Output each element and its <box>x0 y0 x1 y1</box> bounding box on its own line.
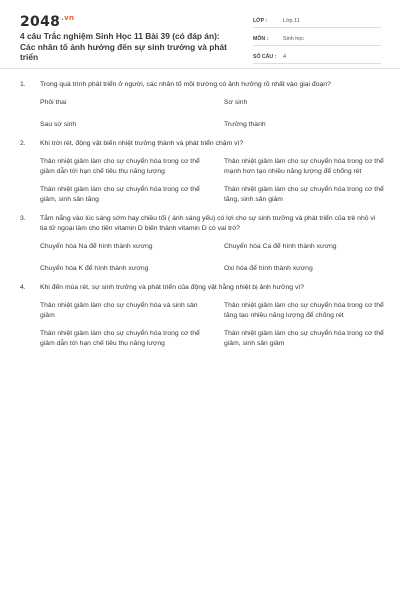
answer-option[interactable]: Thân nhiệt giảm làm cho sự chuyển hóa trong cơ thể tăng, sinh sản giảm <box>224 186 384 203</box>
document-title: 4 câu Trắc nghiệm Sinh Học 11 Bài 39 (có đáp án): Các nhân tố ảnh hưởng đến sự sinh trưởng và phát triển <box>20 31 227 62</box>
answer-option[interactable]: Thân nhiệt giảm làm cho sự chuyển hóa trong cơ thể giảm, sinh sản giảm <box>224 330 384 347</box>
page-header <box>0 0 400 69</box>
question-number: 4. <box>20 284 26 291</box>
answer-option[interactable]: Oxi hóa để hình thành xương <box>224 265 313 272</box>
answer-option[interactable]: Chuyển hóa Na để hình thành xương <box>40 243 153 250</box>
meta-value: Lớp 11 <box>283 17 300 24</box>
question-text: Khi đến mùa rét, sự sinh trưởng và phát triển của động vật hằng nhiệt bị ảnh hưởng vì? <box>40 284 305 291</box>
answer-option[interactable]: Chuyển hóa K để hình thành xương <box>40 265 149 272</box>
site-logo[interactable] <box>20 14 74 30</box>
question-number: 2. <box>20 140 26 147</box>
answer-option[interactable]: Thân nhiệt giảm làm cho sự chuyển hóa trong cơ thể mạnh hơn tạo nhiều năng lượng để chống rét <box>224 158 384 175</box>
question-text: Khi trời rét, động vật biến nhiệt trưởng thành và phát triển chậm vì? <box>40 140 244 147</box>
meta-subject <box>253 32 381 46</box>
meta-value: Sinh học <box>283 35 304 42</box>
question-number: 3. <box>20 215 26 222</box>
question-3 <box>20 214 380 274</box>
question-2 <box>20 139 384 205</box>
meta-question-count <box>253 50 381 64</box>
meta-value: 4 <box>283 53 286 60</box>
question-list <box>20 80 384 358</box>
question-1 <box>20 80 380 130</box>
answer-option[interactable]: Chuyển hóa Ca để hình thành xương <box>224 243 337 250</box>
meta-class <box>253 14 381 28</box>
question-text: Tắm nắng vào lúc sáng sớm hay chiều tối ( ánh sáng yếu) có lợi cho sự sinh trưởng và phát triển của trẻ nhỏ vì tia tử ngoại làm cho tiền vitamin D biến thành vitamin D có vai trò? <box>40 215 376 232</box>
answer-option[interactable]: Thân nhiệt giảm làm cho sự chuyển hóa trong cơ thể giảm, sinh sản tăng <box>40 186 200 203</box>
answer-option[interactable]: Sau sơ sinh <box>40 121 77 128</box>
logo-tld: .vn <box>61 14 75 23</box>
answer-option[interactable]: Thân nhiệt giảm làm cho sự chuyển hóa trong cơ thể tăng tạo nhiều năng lượng để chống rét <box>224 302 384 319</box>
answer-option[interactable]: Phôi thai <box>40 99 67 106</box>
document-meta <box>253 14 381 68</box>
question-text: Trong quá trình phát triển ở người, các nhân tố môi trường có ảnh hưởng rõ nhất vào giai đoạn? <box>40 81 331 88</box>
answer-option[interactable]: Trưởng thành <box>224 121 266 128</box>
logo-text: 2048 <box>20 14 61 30</box>
answer-option[interactable]: Sơ sinh <box>224 99 248 106</box>
question-number: 1. <box>20 81 26 88</box>
meta-label: LỚP : <box>253 17 268 24</box>
question-4 <box>20 283 384 349</box>
answer-option[interactable]: Thân nhiệt giảm làm cho sự chuyển hóa và sinh sản giảm <box>40 302 198 319</box>
meta-label: MÔN : <box>253 35 269 42</box>
meta-label: SỐ CÂU : <box>253 53 277 60</box>
answer-option[interactable]: Thân nhiệt giảm làm cho sự chuyển hóa trong cơ thể giảm dẫn tới hạn chế tiêu thụ năng lượng <box>40 330 200 347</box>
answer-option[interactable]: Thân nhiệt giảm làm cho sự chuyển hóa trong cơ thể giảm dẫn tới hạn chế tiêu thụ năng lượng <box>40 158 200 175</box>
